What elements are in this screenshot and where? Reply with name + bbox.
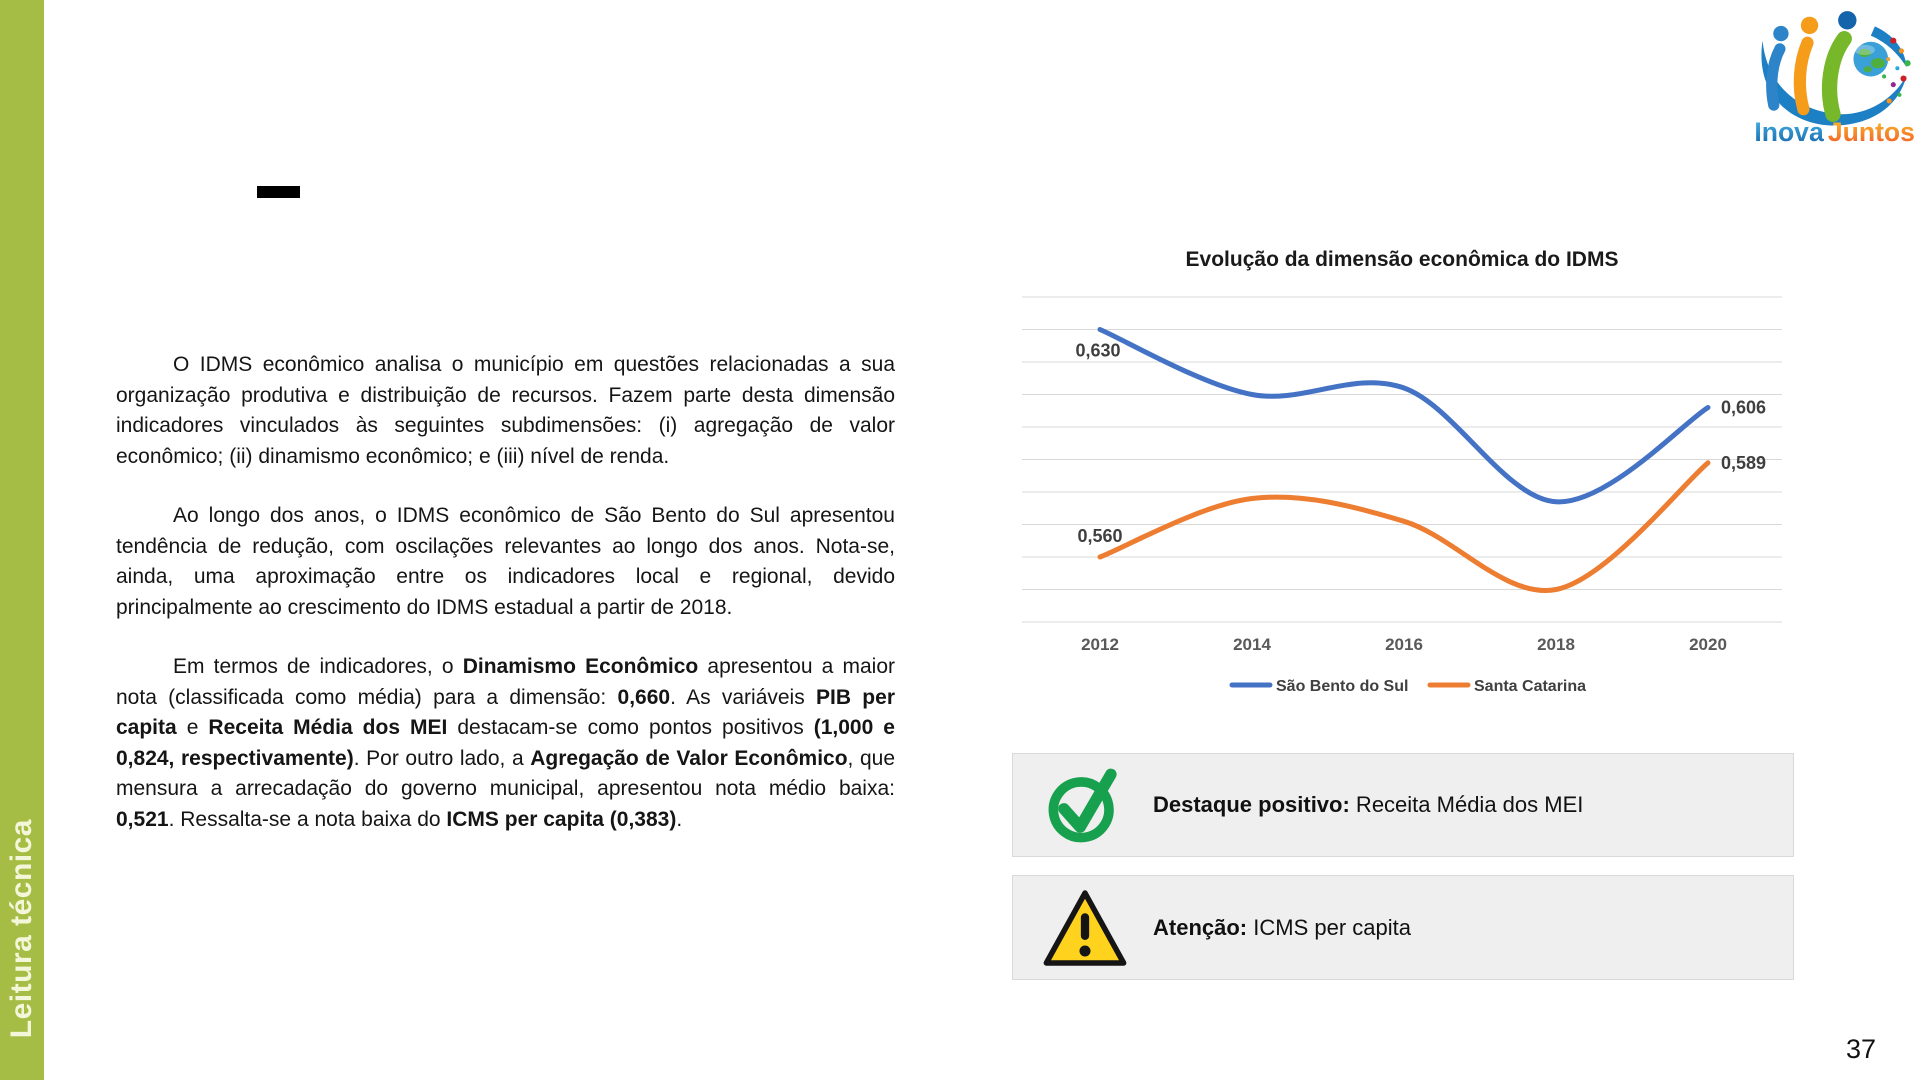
chart-series-lines (1100, 330, 1708, 591)
series-line (1100, 330, 1708, 502)
paragraph: Em termos de indicadores, o Dinamismo Econômico apresentou a maior nota (classificada como média) para a dimensão: 0,660. As variáveis PIB per capita e Receita Média dos MEI destacam-se como pontos positivos (1,000 e 0,824, respectivamente). Por outro lado, a Agregação de Valor Econômico, que mensura a arrecadação do governo municipal, apresentou nota médio baixa: 0,521. Ressalta-se a nota baixa do ICMS per capita (0,383). (116, 655, 895, 831)
article-text (116, 350, 895, 835)
data-label: 0,630 (1075, 340, 1121, 361)
callout-positive-label: Destaque positivo: (1153, 792, 1350, 817)
data-label: 0,560 (1077, 526, 1123, 546)
logo-wordmark-inova: Inova (1754, 116, 1824, 147)
paragraph: Ao longo dos anos, o IDMS econômico de São Bento do Sul apresentou tendência de redução, com oscilações relevantes ao longo dos anos. Nota-se, ainda, uma aproximação entre os indicadores local e regional, devido principalmente ao crescimento do IDMS estadual a partir de 2018. (116, 504, 895, 619)
warning-triangle-icon (1039, 882, 1131, 974)
sidebar-band (0, 0, 44, 1080)
legend-label-sao-bento-do-sul: São Bento do Sul (1276, 678, 1409, 695)
data-label: 0,606 (1721, 397, 1767, 418)
heading-dash (257, 186, 300, 198)
callout-attention-label: Atenção: (1153, 914, 1248, 940)
callout-positive-value: Receita Média dos MEI (1349, 792, 1584, 817)
data-label: 0,589 (1721, 452, 1767, 473)
callout-attention-text (1153, 915, 1411, 941)
callout-attention-value: ICMS per capita (1247, 914, 1411, 940)
legend-label-santa-catarina: Santa Catarina (1474, 678, 1587, 695)
x-tick-label: 2018 (1537, 635, 1575, 654)
idms-chart-svg (1010, 238, 1794, 700)
callout-attention (1012, 875, 1794, 980)
idms-evolution-chart (1010, 238, 1794, 700)
x-tick-label: 2020 (1689, 635, 1727, 654)
page-number: 37 (1845, 1034, 1877, 1064)
logo-wordmark-juntos: Juntos (1827, 116, 1915, 147)
callout-positive-text (1153, 792, 1583, 818)
inovajuntos-logo (1748, 6, 1916, 149)
chart-title: Evolução da dimensão econômica do IDMS (1185, 248, 1619, 271)
callout-positive-highlight (1012, 753, 1794, 857)
paragraph: O IDMS econômico analisa o município em questões relacionadas a sua organização produtiva e distribuição de recursos. Fazem parte desta dimensão indicadores vinculados às seguintes subdimensões: (i) agregação de valor econômico; (ii) dinamismo econômico; e (iii) nível de renda. (116, 353, 895, 468)
check-circle-icon (1039, 759, 1131, 851)
logo-globe (1853, 42, 1888, 77)
x-tick-label: 2012 (1081, 635, 1119, 654)
x-tick-label: 2014 (1233, 635, 1271, 654)
chart-legend (1232, 678, 1586, 695)
chart-x-axis-labels (1081, 635, 1727, 654)
sidebar-section-label: Leitura técnica (5, 818, 38, 1038)
x-tick-label: 2016 (1385, 635, 1423, 654)
